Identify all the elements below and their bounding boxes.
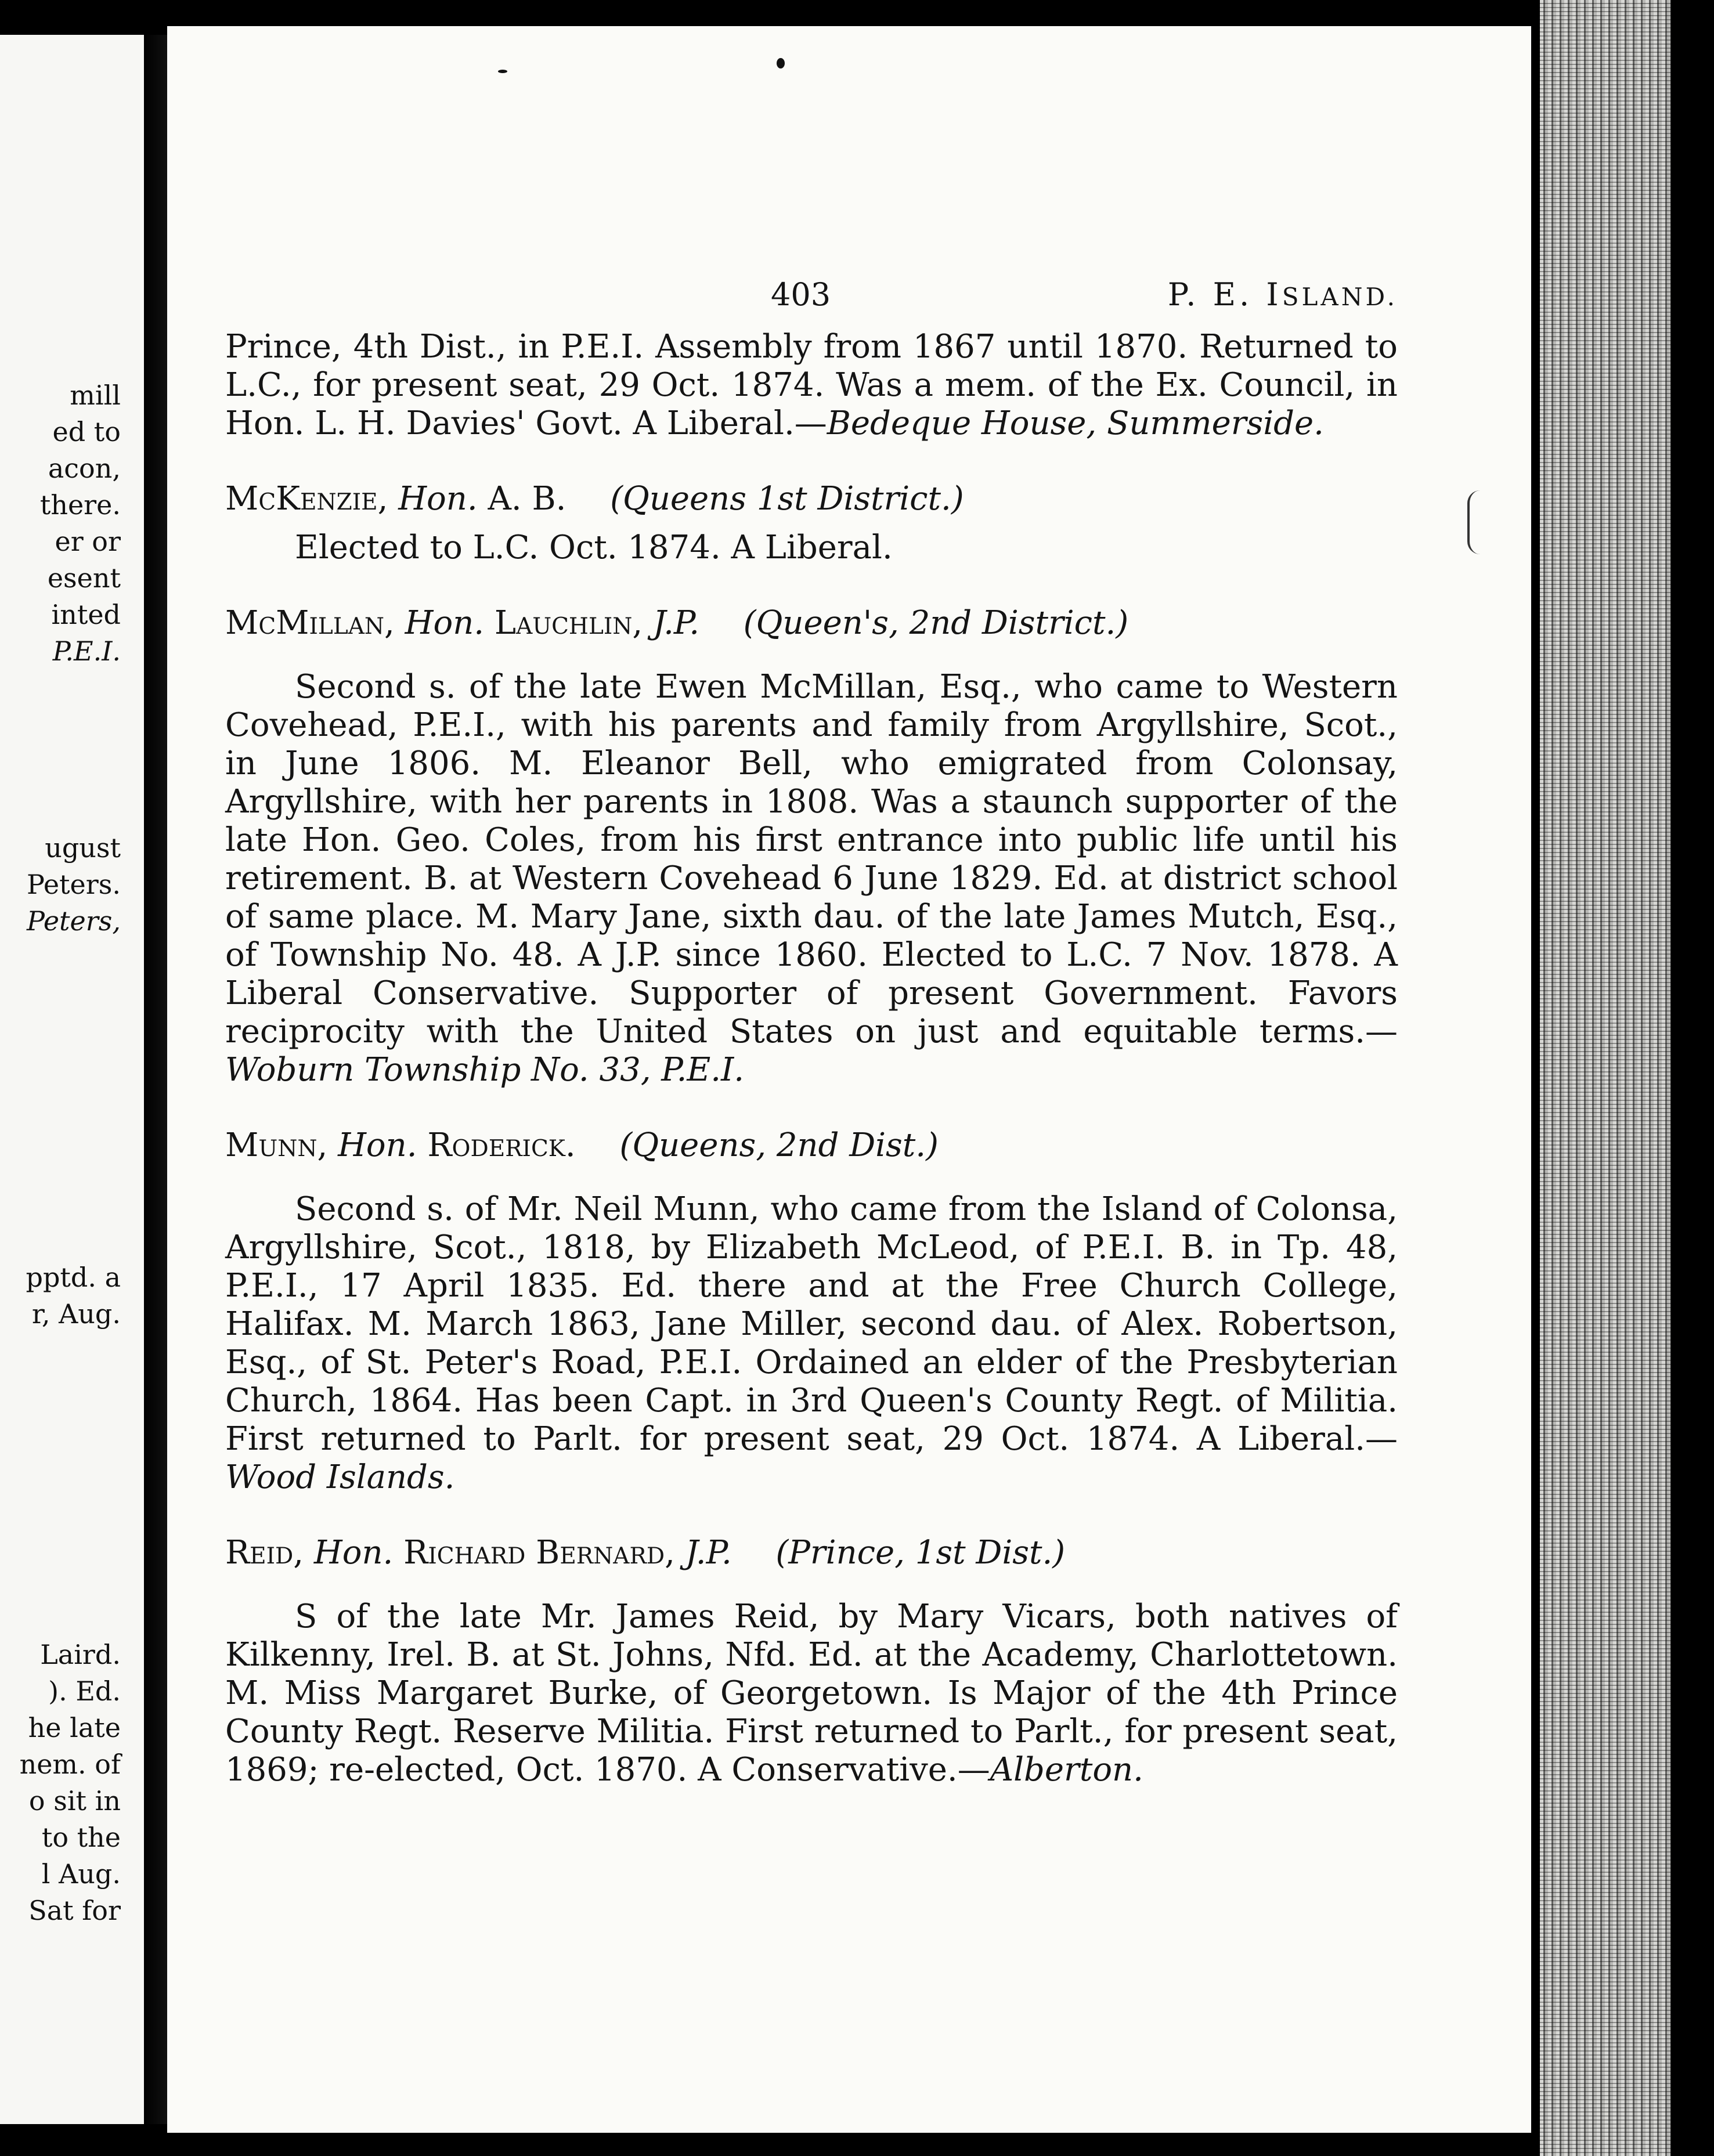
entry-honorific: Hon. bbox=[398, 480, 478, 518]
entry-title: J.P. bbox=[653, 604, 700, 642]
book-gutter bbox=[144, 35, 167, 2124]
entry-heading bbox=[225, 1534, 1398, 1572]
residence: Bedeque House, Summerside. bbox=[827, 405, 1324, 442]
scan-border bbox=[1670, 0, 1714, 2156]
page-header bbox=[225, 276, 1398, 328]
entry-honorific: Hon. bbox=[405, 604, 485, 642]
ink-speck bbox=[498, 70, 507, 73]
entry-given-name: A. B. bbox=[488, 480, 566, 518]
residence: Wood Islands. bbox=[225, 1458, 455, 1496]
page-number: 403 bbox=[771, 276, 831, 313]
entry-honorific: Hon. bbox=[313, 1534, 394, 1572]
running-title: P. E. ISLAND. bbox=[1167, 276, 1398, 313]
facing-page bbox=[0, 35, 146, 2124]
page-content bbox=[225, 276, 1398, 1789]
entry-district: (Queen's, 2nd District.) bbox=[743, 604, 1129, 642]
residence: Alberton. bbox=[990, 1751, 1143, 1789]
entry-district: (Queens, 2nd Dist.) bbox=[619, 1126, 939, 1164]
entry-heading bbox=[225, 480, 1398, 518]
entry-heading bbox=[225, 604, 1398, 642]
entry-surname: Reid, bbox=[225, 1534, 304, 1572]
entry-heading bbox=[225, 1126, 1398, 1165]
facing-page-fragment-2: ugust Peters. Peters, bbox=[26, 832, 121, 937]
entry-given-name: Roderick. bbox=[427, 1126, 576, 1164]
residence: Woburn Township No. 33, P.E.I. bbox=[225, 1051, 745, 1089]
margin-pencil-mark bbox=[1467, 490, 1493, 554]
entry-honorific: Hon. bbox=[338, 1126, 417, 1164]
entry-given-name: Richard Bernard, bbox=[403, 1534, 675, 1572]
facing-page-fragment-4: Laird. ). Ed. he late nem. of o sit in to the l Aug. Sat for bbox=[19, 1639, 121, 1926]
entry-body: Second s. of the late Ewen McMillan, Esq., who came to Western Covehead, P.E.I., with his parents and family from Argyllshire, Scot., in June 1806. M. Eleanor Bell, who emigrated from Colonsay, Argyllshire, with her parents in 1808. Was a staunch supporter of the late Hon. Geo. Coles, from his first entrance into public life until his retirement. B. at Western Covehead 6 June 1829. Ed. at district school of same place. M. Mary Jane, sixth dau. of the late James Mutch, Esq., of Township No. 48. A J.P. since 1860. Elected to L.C. 7 Nov. 1878. A Liberal Conservative. Supporter of present Government. Favors reciprocity with the United States on just and equitable terms.—Woburn Township No. 33, P.E.I. bbox=[225, 668, 1398, 1089]
entry-body: S of the late Mr. James Reid, by Mary Vicars, both natives of Kilkenny, Irel. B. at St. Johns, Nfd. Ed. at the Academy, Charlottetown. M. Miss Margaret Burke, of Georgetown. Is Major of the 4th Prince County Regt. Reserve Militia. First returned to Parlt., for present seat, 1869; re-elected, Oct. 1870. A Conservative.—Alberton. bbox=[225, 1598, 1398, 1789]
continued-entry: Prince, 4th Dist., in P.E.I. Assembly from 1867 until 1870. Returned to L.C., for present seat, 29 Oct. 1874. Was a mem. of the Ex. Council, in Hon. L. H. Davies' Govt. A Liberal.—Bedeque House, Summerside. bbox=[225, 328, 1398, 442]
entry-district: (Prince, 1st Dist.) bbox=[775, 1534, 1066, 1572]
entry-title: J.P. bbox=[685, 1534, 732, 1572]
facing-page-fragment-1: mill ed to acon, there. er or esent inted P.E.I. bbox=[39, 380, 121, 667]
entry-body: Second s. of Mr. Neil Munn, who came from the Island of Colonsa, Argyllshire, Scot., 1818, by Elizabeth McLeod, of P.E.I. B. in Tp. 48, P.E.I., 17 April 1835. Ed. there and at the Free Church College, Halifax. M. March 1863, Jane Miller, second dau. of Alex. Robertson, Esq., of St. Peter's Road, P.E.I. Ordained an elder of the Presbyterian Church, 1864. Has been Capt. in 3rd Queen's County Regt. of Militia. First returned to Parlt. for present seat, 29 Oct. 1874. A Liberal.—Wood Islands. bbox=[225, 1190, 1398, 1496]
entry-surname: Munn, bbox=[225, 1126, 328, 1164]
main-page bbox=[167, 26, 1531, 2133]
entry-district: (Queens 1st District.) bbox=[610, 480, 964, 518]
ink-speck bbox=[777, 58, 785, 68]
entry-given-name: Lauchlin, bbox=[494, 604, 643, 642]
facing-page-fragment-3: pptd. a r, Aug. bbox=[26, 1262, 121, 1330]
entry-surname: McKenzie, bbox=[225, 480, 388, 518]
entry-body: Elected to L.C. Oct. 1874. A Liberal. bbox=[295, 529, 893, 566]
entry-surname: McMillan, bbox=[225, 604, 395, 642]
